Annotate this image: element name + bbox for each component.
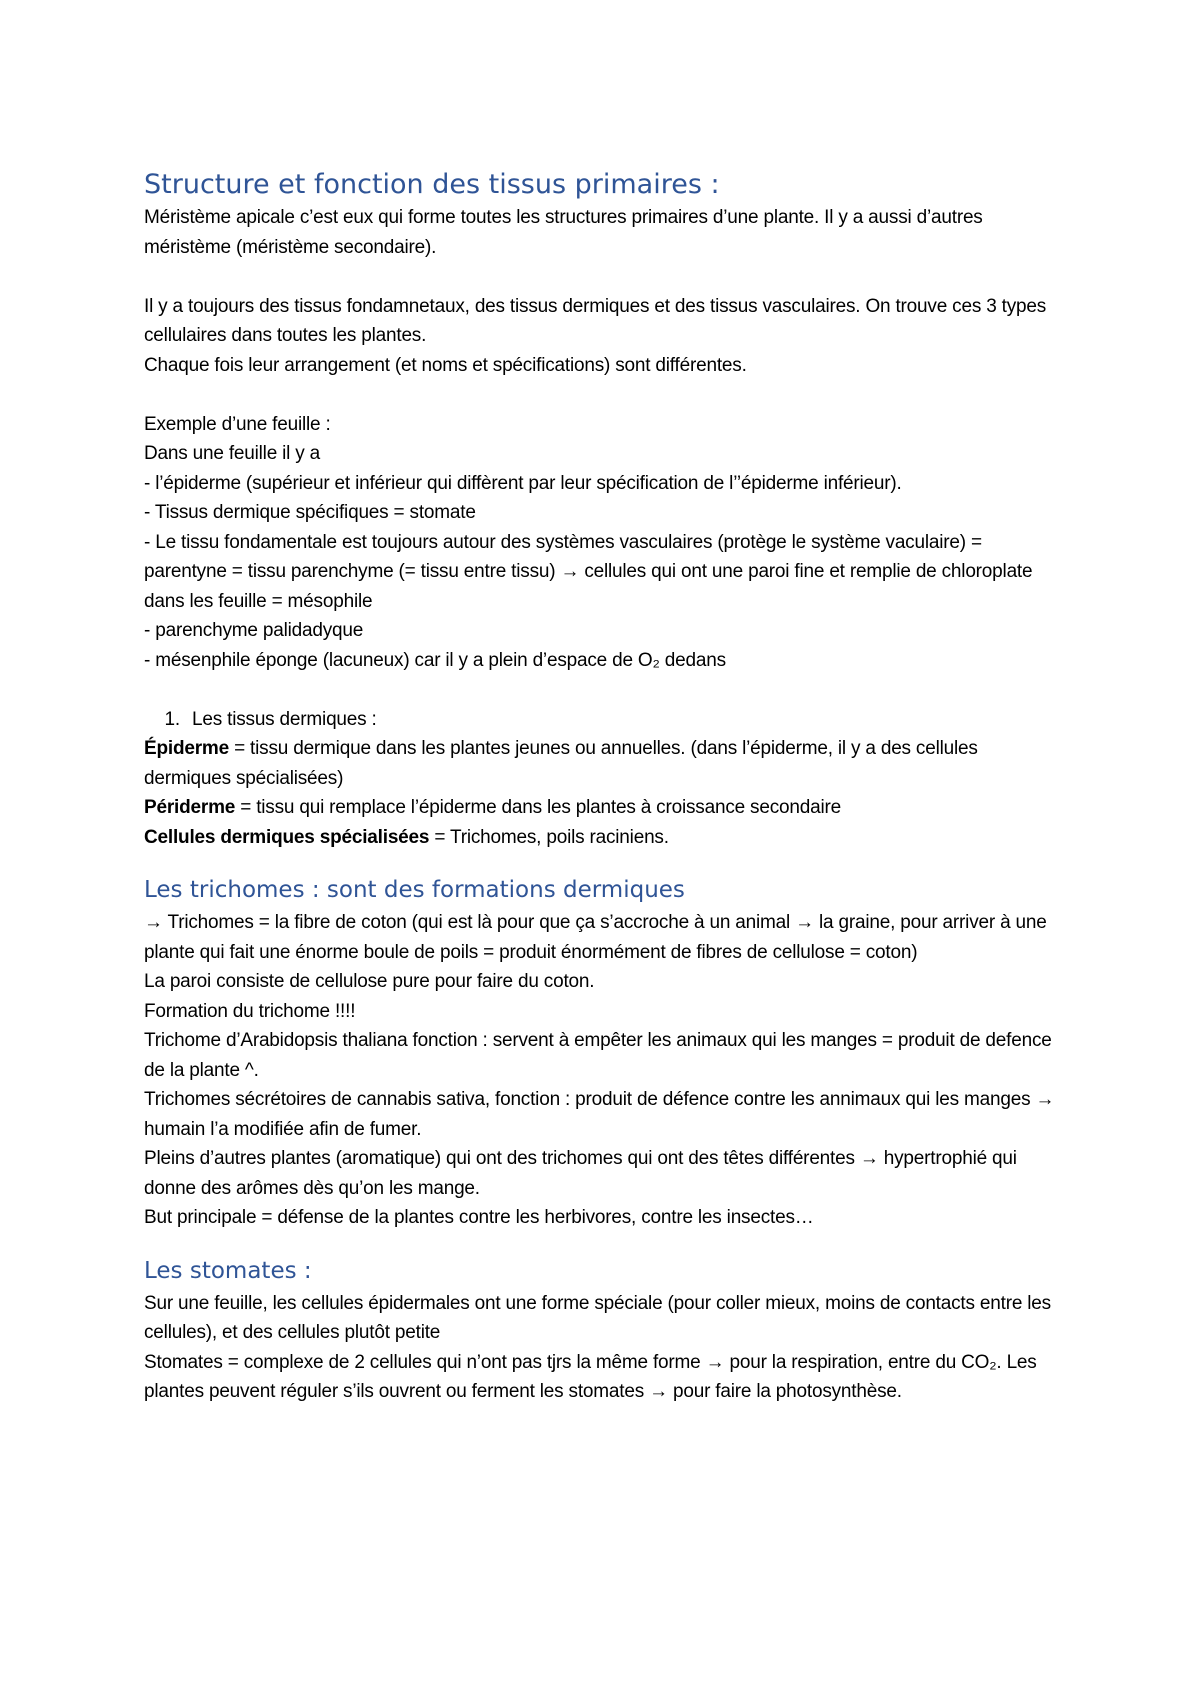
numbered-heading-dermal [144, 705, 1064, 735]
stomates-line: Sur une feuille, les cellules épidermales ont une forme spéciale (pour coller mieux, moins de contacts entre les cellules), et des cellules plutôt petite [144, 1292, 1051, 1343]
example-item: - mésenphile éponge (lacuneux) car il y a plein d’espace de O₂ dedans [144, 649, 726, 671]
spacer [144, 380, 1064, 410]
trichomes-line: Trichomes sécrétoires de cannabis sativa, fonction : produit de défence contre les annimaux qui les manges → humain l’a modifiée afin de fumer. [144, 1089, 1055, 1140]
trichomes-line: → Trichomes = la fibre de coton (qui est là pour que ça s’accroche à un animal → la graine, pour arriver à une plante qui fait une énorme boule de poils = produit énormément de fibres de cellulose = coton) [144, 912, 1047, 963]
spacer [144, 675, 1064, 705]
trichomes-line: Pleins d’autres plantes (aromatique) qui ont des trichomes qui ont des têtes différentes → hypertrophié qui donne des arômes dès qu’on les mange. [144, 1148, 1017, 1199]
example-item: - Le tissu fondamentale est toujours autour des systèmes vasculaires (protège le système vaculaire) = parentyne = tissu parenchyme (= tissu entre tissu) → cellules qui ont une paroi fine et remplie de chloroplate dans les feuille = mésophile [144, 531, 1033, 612]
term-specialized-cells: Cellules dermiques spécialisées [144, 826, 430, 848]
spacer [144, 852, 1064, 873]
trichomes-line: La paroi consiste de cellulose pure pour faire du coton. [144, 971, 595, 992]
definition-text: = Trichomes, poils raciniens. [429, 826, 669, 848]
term-epiderme: Épiderme [144, 738, 229, 759]
definition-periderme [144, 793, 1064, 823]
definition-text: = tissu qui remplace l’épiderme dans les plantes à croissance secondaire [235, 797, 842, 818]
definition-epiderme [144, 734, 1064, 793]
document-page [144, 166, 1064, 1407]
stomates-heading: Les stomates : [144, 1257, 312, 1284]
definition-specialized-cells [144, 823, 1064, 853]
intro-paragraph-1: Méristème apicale c’est eux qui forme toutes les structures primaires d’une plante. Il y a aussi d’autres méristème (méristème secondaire). [144, 207, 983, 258]
intro-paragraph-3: Chaque fois leur arrangement (et noms et spécifications) sont différentes. [144, 354, 747, 376]
example-heading: Exemple d’une feuille : [144, 413, 331, 435]
spacer [144, 1233, 1064, 1254]
intro-paragraph-2: Il y a toujours des tissus fondamnetaux, des tissus dermiques et des tissus vasculaires. On trouve ces 3 types cellulaires dans toutes les plantes. [144, 295, 1047, 346]
document-title: Structure et fonction des tissus primaires : [144, 169, 720, 200]
stomates-line: Stomates = complexe de 2 cellules qui n’ont pas tjrs la même forme → pour la respiration, entre du CO₂. Les plantes peuvent réguler s’ils ouvrent ou ferment les stomates → pour faire la photosynthèse. [144, 1351, 1037, 1402]
spacer [144, 262, 1064, 292]
dermal-heading: Les tissus dermiques : [192, 708, 377, 730]
trichomes-line: But principale = défense de la plantes contre les herbivores, contre les insectes… [144, 1207, 814, 1228]
trichomes-line: Trichome d’Arabidopsis thaliana fonction : servent à empêter les animaux qui les manges = produit de defence de la plante ^. [144, 1030, 1052, 1081]
example-item: - parenchyme palidadyque [144, 620, 364, 641]
trichomes-heading: Les trichomes : sont des formations dermiques [144, 877, 685, 903]
example-lead: Dans une feuille il y a [144, 443, 321, 464]
example-item: - Tissus dermique spécifiques = stomate [144, 502, 476, 523]
trichomes-line: Formation du trichome !!!! [144, 1000, 356, 1022]
list-number: 1. [164, 708, 180, 730]
example-item: - l’épiderme (supérieur et inférieur qui diffèrent par leur spécification de l’’épiderme inférieur). [144, 472, 902, 494]
definition-text: = tissu dermique dans les plantes jeunes ou annuelles. (dans l’épiderme, il y a des cellules dermiques spécialisées) [144, 738, 978, 789]
term-periderme: Périderme [144, 797, 236, 818]
